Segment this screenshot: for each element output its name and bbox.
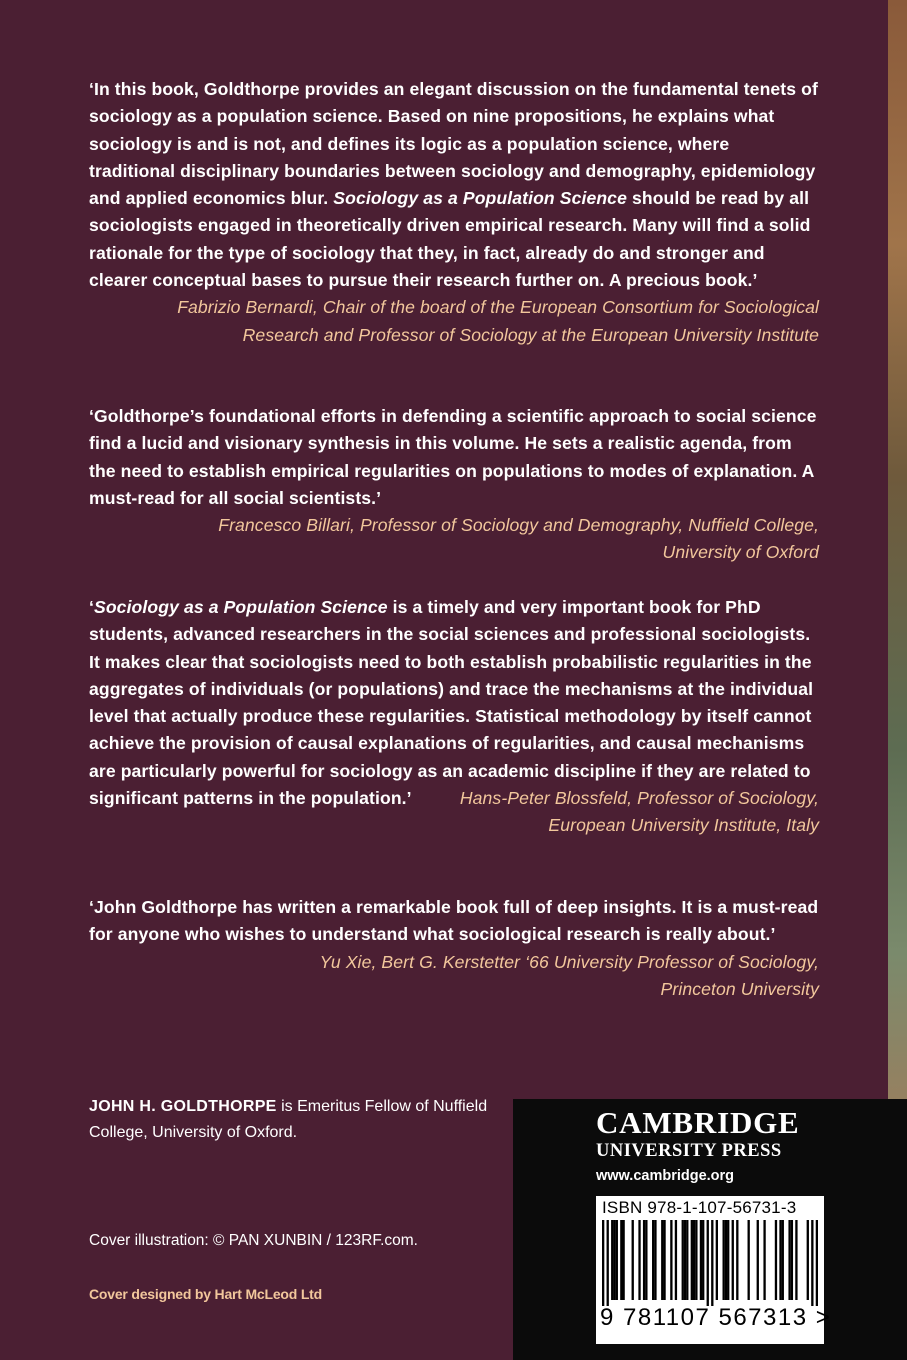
barcode-bar	[632, 1220, 634, 1300]
isbn-barcode-panel	[596, 1196, 832, 1344]
cover-illustration-credit: Cover illustration: © PAN XUNBIN / 123RF.com.	[89, 1232, 418, 1249]
endorsement-quote-2	[89, 403, 819, 567]
barcode-bar	[695, 1220, 697, 1300]
author-bio	[89, 1094, 509, 1146]
author-name: JOHN H. GOLDTHORPE	[89, 1098, 277, 1115]
barcode-bar	[700, 1220, 702, 1300]
quote-1-attribution-line-1: Fabrizio Bernardi, Chair of the board of the European Consortium for Sociological	[177, 297, 819, 318]
quote-4-attribution-line-2: Princeton University	[660, 978, 819, 999]
quote-1-attribution-line-2: Research and Professor of Sociology at the European University Institute	[242, 324, 819, 345]
barcode-icon	[602, 1220, 818, 1306]
barcode-bar	[661, 1220, 663, 1300]
barcode-bar	[654, 1220, 656, 1300]
cover-designer-credit: Cover designed by Hart McLeod Ltd	[89, 1286, 322, 1302]
barcode-bar	[736, 1220, 738, 1300]
barcode-bar	[732, 1220, 734, 1300]
barcode-bar	[791, 1220, 793, 1300]
quote-1-book-title: Sociology as a Population Science	[333, 188, 627, 209]
barcode-bar	[748, 1220, 750, 1300]
barcode-bar	[716, 1220, 718, 1300]
barcode-bar	[616, 1220, 618, 1300]
barcode-bar	[670, 1220, 672, 1300]
barcode-bar	[693, 1220, 695, 1300]
quote-2-attribution-line-1: Francesco Billari, Professor of Sociology and Demography, Nuffield College,	[218, 515, 819, 536]
barcode-bar	[611, 1220, 613, 1300]
publisher-name: CAMBRIDGE	[596, 1105, 800, 1140]
barcode-digits: 9 781107 567313 >	[600, 1304, 832, 1331]
barcode-bar	[723, 1220, 725, 1300]
barcode-bar	[782, 1220, 784, 1300]
publisher-box	[513, 1099, 907, 1360]
barcode-bar	[682, 1220, 684, 1300]
barcode-bar	[607, 1220, 609, 1306]
barcode-bar	[807, 1220, 809, 1300]
quote-3-book-title: Sociology as a Population Science	[94, 597, 388, 617]
quote-1-text-before: ‘In this book, Goldthorpe provides an elegant discussion on the fundamental tenets of sociology as a population science. Based on nine propositions, he explains what sociology is and is not, and defines its logic as a population science, where traditional disciplinary boundaries between sociology and demography, epidemiology and applied economics blur.	[89, 79, 818, 209]
endorsement-quote-4	[89, 894, 819, 1003]
barcode-bar	[702, 1220, 704, 1300]
barcode-bar	[643, 1220, 645, 1300]
barcode-bar	[727, 1220, 729, 1300]
barcode-bar	[763, 1220, 765, 1300]
quote-1-text-after: should be read by all sociologists engaged in theoretically driven empirical research. Many will find a solid rationale for the type of sociology that they, in fact, already do and stronger and clearer conceptual bases to pursue their research further on. A precious book.’	[89, 188, 811, 291]
quote-3-attribution-line-1: Hans-Peter Blossfeld, Professor of Sociology,	[459, 788, 819, 809]
barcode-bar	[707, 1220, 709, 1306]
barcode-bar	[620, 1220, 622, 1300]
quote-2-attribution-line-2: University of Oxford	[662, 542, 819, 563]
barcode-bar	[816, 1220, 818, 1306]
barcode-bar	[795, 1220, 797, 1300]
barcode-bar	[779, 1220, 781, 1300]
quote-3-text: is a timely and very important book for PhD students, advanced researchers in the social sciences and professional sociologists. It makes clear that sociologists need to both establish probabilistic regularities in the aggregates of individuals (or populations) and trace the mechanisms at the individual level that actually produce these regularities. Statistical methodology by itself cannot achieve the provision of causal explanations of regularities, and causal mechanisms are particularly powerful for sociology as an academic discipline if they are related to significant patterns in the population.’	[89, 597, 814, 809]
quote-3-attribution-line-2: European University Institute, Italy	[548, 815, 819, 836]
barcode-bar	[725, 1220, 727, 1300]
barcode-bar	[613, 1220, 615, 1300]
endorsement-quote-1	[89, 76, 819, 349]
quote-2-text: ‘Goldthorpe’s foundational efforts in defending a scientific approach to social science find a lucid and visionary synthesis in this volume. He sets a realistic agenda, from the need to establish empirical regularities on populations to modes of explanation. A must-read for all social scientists.’	[89, 406, 817, 508]
barcode-bar	[663, 1220, 665, 1300]
barcode-bar	[675, 1220, 677, 1300]
barcode-bar	[811, 1220, 813, 1306]
barcode-bar	[775, 1220, 777, 1300]
barcode-bar	[638, 1220, 640, 1300]
barcode-bar	[686, 1220, 688, 1300]
publisher-press: UNIVERSITY PRESS	[596, 1141, 782, 1161]
barcode-bar	[602, 1220, 604, 1306]
barcode-bar	[691, 1220, 693, 1300]
barcode-bar	[684, 1220, 686, 1300]
author-bio-text: is Emeritus Fellow of Nuffield College, University of Oxford.	[89, 1098, 488, 1141]
quote-3-open-quote: ‘	[89, 597, 94, 617]
barcode-bar	[652, 1220, 654, 1300]
quote-4-attribution-line-1: Yu Xie, Bert G. Kerstetter ‘66 University Professor of Sociology,	[319, 951, 819, 972]
isbn-label: ISBN 978-1-107-56731-3	[602, 1198, 797, 1217]
barcode-bar	[622, 1220, 624, 1300]
publisher-url: www.cambridge.org	[596, 1168, 735, 1184]
barcode-bar	[788, 1220, 790, 1300]
barcode-bar	[645, 1220, 647, 1300]
barcode-bar	[757, 1220, 759, 1300]
quote-4-text: ‘John Goldthorpe has written a remarkable book full of deep insights. It is a must-read for anyone who wishes to understand what sociological research is really about.’	[89, 897, 819, 945]
barcode-bar	[711, 1220, 713, 1306]
endorsement-quote-3	[89, 594, 819, 840]
